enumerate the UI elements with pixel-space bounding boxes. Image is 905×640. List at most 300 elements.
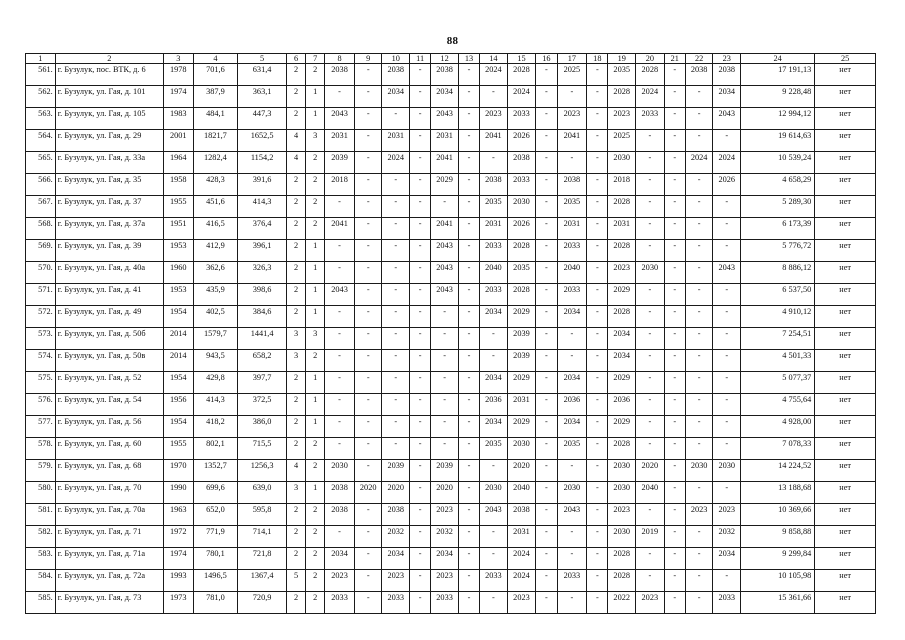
floors-cell: 4 — [287, 460, 306, 482]
col-8-cell: 2018 — [325, 174, 355, 196]
col-13-cell: - — [458, 526, 479, 548]
total-area-cell: 1821,7 — [193, 130, 238, 152]
col-12-cell: 2023 — [431, 570, 459, 592]
col-11-cell: - — [410, 394, 431, 416]
col-14-cell: 2040 — [480, 262, 508, 284]
row-number-cell: 567. — [26, 196, 56, 218]
col-20-cell: - — [636, 372, 665, 394]
col-23-cell: 2026 — [713, 174, 741, 196]
col-18-cell: - — [587, 108, 608, 130]
col-19-cell: 2023 — [608, 262, 636, 284]
col-18-cell: - — [587, 460, 608, 482]
column-number-header: 14 — [480, 54, 508, 64]
total-area-cell: 943,5 — [193, 350, 238, 372]
col-12-cell: 2039 — [431, 460, 459, 482]
col-17-cell: - — [557, 592, 587, 614]
year-cell: 1951 — [163, 218, 193, 240]
col-18-cell: - — [587, 152, 608, 174]
col-8-cell: - — [325, 372, 355, 394]
col-11-cell: - — [410, 548, 431, 570]
col-21-cell: - — [664, 394, 685, 416]
floors-cell: 2 — [287, 196, 306, 218]
col-23-cell: 2034 — [713, 86, 741, 108]
col-10-cell: - — [382, 394, 410, 416]
floors-cell: 2 — [287, 592, 306, 614]
col-21-cell: - — [664, 284, 685, 306]
col-11-cell: - — [410, 64, 431, 86]
col-15-cell: 2031 — [507, 526, 536, 548]
col-8-cell: 2033 — [325, 592, 355, 614]
row-number-cell: 569. — [26, 240, 56, 262]
entrances-cell: 1 — [306, 262, 325, 284]
status-cell: нет — [815, 570, 876, 592]
address-cell: г. Бузулук, ул. Гая, д. 41 — [55, 284, 163, 306]
cost-cell: 7 254,51 — [741, 328, 815, 350]
row-number-cell: 563. — [26, 108, 56, 130]
col-21-cell: - — [664, 130, 685, 152]
address-cell: г. Бузулук, ул. Гая, д. 71а — [55, 548, 163, 570]
col-11-cell: - — [410, 196, 431, 218]
col-13-cell: - — [458, 262, 479, 284]
col-10-cell: - — [382, 328, 410, 350]
col-19-cell: 2030 — [608, 152, 636, 174]
status-cell: нет — [815, 460, 876, 482]
living-area-cell: 1256,3 — [238, 460, 287, 482]
col-8-cell: 2038 — [325, 64, 355, 86]
col-12-cell: - — [431, 306, 459, 328]
col-15-cell: 2026 — [507, 218, 536, 240]
col-21-cell: - — [664, 460, 685, 482]
cost-cell: 5 077,37 — [741, 372, 815, 394]
row-number-cell: 573. — [26, 328, 56, 350]
col-17-cell: - — [557, 350, 587, 372]
year-cell: 2014 — [163, 328, 193, 350]
entrances-cell: 2 — [306, 504, 325, 526]
row-number-cell: 571. — [26, 284, 56, 306]
row-number-cell: 572. — [26, 306, 56, 328]
col-11-cell: - — [410, 86, 431, 108]
column-number-header: 10 — [382, 54, 410, 64]
col-16-cell: - — [536, 284, 557, 306]
col-9-cell: - — [354, 152, 382, 174]
table-row — [26, 174, 876, 196]
col-11-cell: - — [410, 328, 431, 350]
col-12-cell: - — [431, 196, 459, 218]
table-row — [26, 394, 876, 416]
col-20-cell: 2019 — [636, 526, 665, 548]
col-18-cell: - — [587, 328, 608, 350]
year-cell: 2001 — [163, 130, 193, 152]
col-12-cell: - — [431, 394, 459, 416]
col-17-cell: - — [557, 328, 587, 350]
col-12-cell: 2023 — [431, 504, 459, 526]
col-17-cell: 2033 — [557, 240, 587, 262]
col-10-cell: - — [382, 196, 410, 218]
address-cell: г. Бузулук, ул. Гая, д. 52 — [55, 372, 163, 394]
col-21-cell: - — [664, 372, 685, 394]
col-20-cell: - — [636, 174, 665, 196]
col-9-cell: - — [354, 570, 382, 592]
col-12-cell: 2031 — [431, 130, 459, 152]
living-area-cell: 1441,4 — [238, 328, 287, 350]
col-22-cell: - — [685, 526, 713, 548]
status-cell: нет — [815, 592, 876, 614]
col-14-cell: - — [480, 592, 508, 614]
col-8-cell: - — [325, 240, 355, 262]
column-number-header: 25 — [815, 54, 876, 64]
col-10-cell: 2024 — [382, 152, 410, 174]
col-19-cell: 2031 — [608, 218, 636, 240]
address-cell: г. Бузулук, ул. Гая, д. 68 — [55, 460, 163, 482]
col-23-cell: 2043 — [713, 262, 741, 284]
cost-cell: 5 289,30 — [741, 196, 815, 218]
total-area-cell: 412,9 — [193, 240, 238, 262]
cost-cell: 4 755,64 — [741, 394, 815, 416]
col-14-cell: 2034 — [480, 416, 508, 438]
status-cell: нет — [815, 526, 876, 548]
column-number-header: 20 — [636, 54, 665, 64]
col-12-cell: 2041 — [431, 218, 459, 240]
col-11-cell: - — [410, 526, 431, 548]
status-cell: нет — [815, 152, 876, 174]
col-12-cell: - — [431, 416, 459, 438]
row-number-cell: 582. — [26, 526, 56, 548]
col-8-cell: 2043 — [325, 108, 355, 130]
col-16-cell: - — [536, 86, 557, 108]
col-17-cell: 2025 — [557, 64, 587, 86]
col-13-cell: - — [458, 130, 479, 152]
year-cell: 1953 — [163, 284, 193, 306]
col-22-cell: - — [685, 570, 713, 592]
address-cell: г. Бузулук, ул. Гая, д. 101 — [55, 86, 163, 108]
cost-cell: 7 078,33 — [741, 438, 815, 460]
col-19-cell: 2029 — [608, 372, 636, 394]
col-13-cell: - — [458, 570, 479, 592]
floors-cell: 2 — [287, 64, 306, 86]
floors-cell: 3 — [287, 482, 306, 504]
living-area-cell: 1367,4 — [238, 570, 287, 592]
col-8-cell: 2043 — [325, 284, 355, 306]
year-cell: 1954 — [163, 372, 193, 394]
total-area-cell: 414,3 — [193, 394, 238, 416]
table-row — [26, 328, 876, 350]
registry-table — [25, 53, 876, 614]
col-20-cell: - — [636, 504, 665, 526]
col-22-cell: 2030 — [685, 460, 713, 482]
col-18-cell: - — [587, 482, 608, 504]
col-10-cell: - — [382, 174, 410, 196]
col-18-cell: - — [587, 526, 608, 548]
col-20-cell: - — [636, 570, 665, 592]
col-20-cell: - — [636, 240, 665, 262]
col-20-cell: - — [636, 218, 665, 240]
entrances-cell: 1 — [306, 416, 325, 438]
col-18-cell: - — [587, 262, 608, 284]
row-number-cell: 565. — [26, 152, 56, 174]
col-20-cell: - — [636, 306, 665, 328]
status-cell: нет — [815, 240, 876, 262]
year-cell: 1960 — [163, 262, 193, 284]
col-11-cell: - — [410, 108, 431, 130]
col-23-cell: 2030 — [713, 460, 741, 482]
col-19-cell: 2018 — [608, 174, 636, 196]
status-cell: нет — [815, 218, 876, 240]
col-15-cell: 2033 — [507, 174, 536, 196]
col-14-cell: - — [480, 460, 508, 482]
column-number-header: 22 — [685, 54, 713, 64]
row-number-cell: 574. — [26, 350, 56, 372]
col-23-cell: - — [713, 218, 741, 240]
status-cell: нет — [815, 504, 876, 526]
col-13-cell: - — [458, 372, 479, 394]
year-cell: 1958 — [163, 174, 193, 196]
floors-cell: 5 — [287, 570, 306, 592]
living-area-cell: 631,4 — [238, 64, 287, 86]
table-row — [26, 350, 876, 372]
col-18-cell: - — [587, 196, 608, 218]
row-number-cell: 562. — [26, 86, 56, 108]
entrances-cell: 1 — [306, 108, 325, 130]
col-11-cell: - — [410, 218, 431, 240]
col-9-cell: - — [354, 218, 382, 240]
col-16-cell: - — [536, 526, 557, 548]
col-23-cell: - — [713, 284, 741, 306]
col-15-cell: 2030 — [507, 438, 536, 460]
col-20-cell: - — [636, 328, 665, 350]
col-19-cell: 2035 — [608, 64, 636, 86]
col-13-cell: - — [458, 548, 479, 570]
total-area-cell: 429,8 — [193, 372, 238, 394]
col-15-cell: 2040 — [507, 482, 536, 504]
total-area-cell: 652,0 — [193, 504, 238, 526]
col-23-cell: - — [713, 438, 741, 460]
col-18-cell: - — [587, 394, 608, 416]
total-area-cell: 1282,4 — [193, 152, 238, 174]
column-number-header: 13 — [458, 54, 479, 64]
row-number-cell: 566. — [26, 174, 56, 196]
col-14-cell: - — [480, 350, 508, 372]
col-9-cell: - — [354, 416, 382, 438]
col-18-cell: - — [587, 350, 608, 372]
col-11-cell: - — [410, 174, 431, 196]
col-19-cell: 2023 — [608, 108, 636, 130]
col-20-cell: - — [636, 130, 665, 152]
col-13-cell: - — [458, 108, 479, 130]
col-15-cell: 2024 — [507, 86, 536, 108]
col-23-cell: - — [713, 394, 741, 416]
col-15-cell: 2029 — [507, 306, 536, 328]
total-area-cell: 428,3 — [193, 174, 238, 196]
col-20-cell: 2028 — [636, 64, 665, 86]
col-16-cell: - — [536, 350, 557, 372]
col-11-cell: - — [410, 482, 431, 504]
col-17-cell: 2043 — [557, 504, 587, 526]
col-9-cell: - — [354, 262, 382, 284]
col-11-cell: - — [410, 438, 431, 460]
col-10-cell: 2034 — [382, 548, 410, 570]
col-13-cell: - — [458, 174, 479, 196]
column-number-header-row — [26, 54, 876, 64]
status-cell: нет — [815, 438, 876, 460]
col-11-cell: - — [410, 152, 431, 174]
col-13-cell: - — [458, 504, 479, 526]
col-12-cell: 2020 — [431, 482, 459, 504]
col-18-cell: - — [587, 86, 608, 108]
col-15-cell: 2026 — [507, 130, 536, 152]
col-9-cell: - — [354, 592, 382, 614]
living-area-cell: 715,5 — [238, 438, 287, 460]
col-22-cell: - — [685, 416, 713, 438]
table-row — [26, 460, 876, 482]
living-area-cell: 363,1 — [238, 86, 287, 108]
col-17-cell: 2036 — [557, 394, 587, 416]
table-row — [26, 306, 876, 328]
col-23-cell: - — [713, 372, 741, 394]
floors-cell: 2 — [287, 86, 306, 108]
entrances-cell: 1 — [306, 372, 325, 394]
col-16-cell: - — [536, 328, 557, 350]
col-9-cell: - — [354, 64, 382, 86]
col-23-cell: - — [713, 570, 741, 592]
col-10-cell: 2032 — [382, 526, 410, 548]
col-21-cell: - — [664, 152, 685, 174]
col-14-cell: - — [480, 328, 508, 350]
column-number-header: 7 — [306, 54, 325, 64]
col-21-cell: - — [664, 174, 685, 196]
cost-cell: 4 928,00 — [741, 416, 815, 438]
col-15-cell: 2028 — [507, 284, 536, 306]
col-16-cell: - — [536, 174, 557, 196]
status-cell: нет — [815, 306, 876, 328]
col-17-cell: - — [557, 86, 587, 108]
row-number-cell: 579. — [26, 460, 56, 482]
col-22-cell: - — [685, 328, 713, 350]
entrances-cell: 1 — [306, 306, 325, 328]
status-cell: нет — [815, 86, 876, 108]
col-21-cell: - — [664, 64, 685, 86]
entrances-cell: 1 — [306, 86, 325, 108]
col-19-cell: 2028 — [608, 548, 636, 570]
cost-cell: 4 910,12 — [741, 306, 815, 328]
total-area-cell: 699,6 — [193, 482, 238, 504]
col-19-cell: 2030 — [608, 460, 636, 482]
address-cell: г. Бузулук, ул. Гая, д. 54 — [55, 394, 163, 416]
col-8-cell: - — [325, 196, 355, 218]
living-area-cell: 326,3 — [238, 262, 287, 284]
col-16-cell: - — [536, 416, 557, 438]
col-21-cell: - — [664, 592, 685, 614]
col-15-cell: 2029 — [507, 416, 536, 438]
registry-body — [26, 54, 876, 614]
col-20-cell: 2033 — [636, 108, 665, 130]
col-18-cell: - — [587, 218, 608, 240]
table-row — [26, 284, 876, 306]
col-22-cell: - — [685, 174, 713, 196]
col-9-cell: - — [354, 394, 382, 416]
entrances-cell: 2 — [306, 570, 325, 592]
col-21-cell: - — [664, 108, 685, 130]
col-13-cell: - — [458, 64, 479, 86]
cost-cell: 9 228,48 — [741, 86, 815, 108]
col-16-cell: - — [536, 196, 557, 218]
year-cell: 1974 — [163, 86, 193, 108]
row-number-cell: 578. — [26, 438, 56, 460]
col-14-cell: 2030 — [480, 482, 508, 504]
col-13-cell: - — [458, 592, 479, 614]
col-21-cell: - — [664, 262, 685, 284]
table-row — [26, 372, 876, 394]
year-cell: 1954 — [163, 306, 193, 328]
column-number-header: 17 — [557, 54, 587, 64]
col-20-cell: 2040 — [636, 482, 665, 504]
col-12-cell: - — [431, 328, 459, 350]
living-area-cell: 658,2 — [238, 350, 287, 372]
col-22-cell: - — [685, 108, 713, 130]
table-row — [26, 438, 876, 460]
col-21-cell: - — [664, 526, 685, 548]
col-10-cell: - — [382, 372, 410, 394]
col-17-cell: 2033 — [557, 284, 587, 306]
address-cell: г. Бузулук, ул. Гая, д. 49 — [55, 306, 163, 328]
col-21-cell: - — [664, 438, 685, 460]
col-17-cell: 2040 — [557, 262, 587, 284]
col-9-cell: - — [354, 372, 382, 394]
col-23-cell: - — [713, 306, 741, 328]
status-cell: нет — [815, 372, 876, 394]
col-16-cell: - — [536, 130, 557, 152]
col-10-cell: - — [382, 108, 410, 130]
floors-cell: 2 — [287, 372, 306, 394]
col-9-cell: - — [354, 240, 382, 262]
col-15-cell: 2035 — [507, 262, 536, 284]
col-18-cell: - — [587, 174, 608, 196]
total-area-cell: 387,9 — [193, 86, 238, 108]
floors-cell: 4 — [287, 130, 306, 152]
col-8-cell: 2030 — [325, 460, 355, 482]
col-18-cell: - — [587, 284, 608, 306]
col-17-cell: 2035 — [557, 196, 587, 218]
col-23-cell: 2032 — [713, 526, 741, 548]
col-16-cell: - — [536, 240, 557, 262]
column-number-header: 23 — [713, 54, 741, 64]
column-number-header: 4 — [193, 54, 238, 64]
col-22-cell: - — [685, 350, 713, 372]
col-11-cell: - — [410, 416, 431, 438]
living-area-cell: 396,1 — [238, 240, 287, 262]
col-18-cell: - — [587, 504, 608, 526]
column-number-header: 5 — [238, 54, 287, 64]
col-14-cell: 2041 — [480, 130, 508, 152]
total-area-cell: 780,1 — [193, 548, 238, 570]
col-13-cell: - — [458, 482, 479, 504]
col-13-cell: - — [458, 460, 479, 482]
col-20-cell: - — [636, 152, 665, 174]
status-cell: нет — [815, 350, 876, 372]
cost-cell: 10 369,66 — [741, 504, 815, 526]
address-cell: г. Бузулук, ул. Гая, д. 73 — [55, 592, 163, 614]
column-number-header: 9 — [354, 54, 382, 64]
col-9-cell: 2020 — [354, 482, 382, 504]
col-15-cell: 2039 — [507, 328, 536, 350]
col-12-cell: 2029 — [431, 174, 459, 196]
living-area-cell: 384,6 — [238, 306, 287, 328]
col-10-cell: - — [382, 240, 410, 262]
col-21-cell: - — [664, 86, 685, 108]
col-11-cell: - — [410, 570, 431, 592]
col-22-cell: - — [685, 306, 713, 328]
table-row — [26, 482, 876, 504]
col-9-cell: - — [354, 284, 382, 306]
